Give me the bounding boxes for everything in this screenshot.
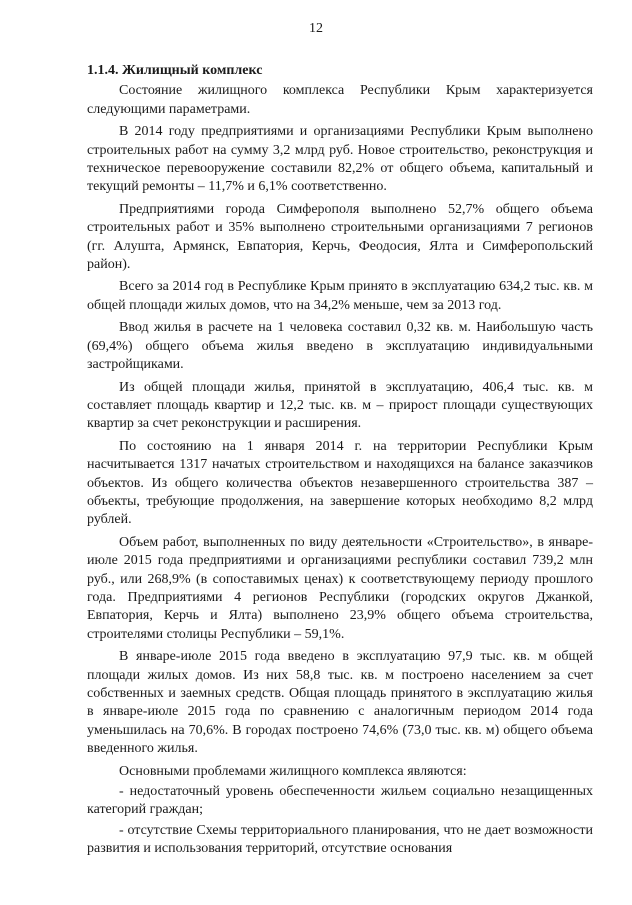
list-item: - отсутствие Схемы территориального планирования, что не дает возможности развития и использования территорий, отсутствие основания	[87, 822, 593, 857]
paragraph-simferopol: Предприятиями города Симферополя выполнено 52,7% общего объема строительных работ и 35% выполнено строительными организациями 7 регионов (гг. Алушта, Армянск, Евпатория, Керчь, Феодосия, Ялта и Симферопольский район).	[87, 201, 593, 273]
document-body	[87, 62, 593, 861]
section-heading: 1.1.4. Жилищный комплекс	[87, 63, 263, 78]
paragraph-2014-housing: Всего за 2014 год в Республике Крым принято в эксплуатацию 634,2 тыс. кв. м общей площади жилых домов, что на 34,2% меньше, чем за 2013 год.	[87, 279, 593, 313]
paragraph-construction-2015: Объем работ, выполненных по виду деятельности «Строительство», в январе-июле 2015 года предприятиями и организациями республики составил 739,2 млн руб., или 268,9% (в сопоставимых ценах) к соответствующему периоду прошлого года. Предприятиями 4 регионов Республики (городских округов Джанкой, Евпатория, Керчь и Ялта) выполнено 23,9% общего объема строительства, строителями столицы Республики – 59,1%.	[87, 534, 593, 642]
paragraph-problems-intro: Основными проблемами жилищного комплекса являются:	[119, 763, 467, 779]
paragraph-2014-works: В 2014 году предприятиями и организациями Республики Крым выполнено строительных работ на сумму 3,2 млрд руб. Новое строительство, реконструкция и техническое перевооружение составили 82,2% от общего объема, капитальный и текущий ремонты – 11,7% и 6,1% соответственно.	[87, 124, 593, 195]
paragraph-intro: Состояние жилищного комплекса Республики Крым характеризуется следующими параметрами.	[87, 83, 593, 117]
paragraph-unfinished-objects: По состоянию на 1 января 2014 г. на территории Республики Крым насчитывается 1317 начатых строительством и находящихся на балансе заказчиков объектов. Из общего количества объектов незавершенного строительства 387 – объекты, требующие продолжения, на завершение которых необходимо 8,2 млрд рублей.	[87, 438, 593, 528]
page-number: 12	[309, 21, 323, 36]
paragraph-housing-2015: В январе-июле 2015 года введено в эксплуатацию 97,9 тыс. кв. м общей площади жилых домов. Из них 58,8 тыс. кв. м построено населением за счет собственных и заемных средств. Общая площадь принятого в эксплуатацию жилья в январе-июле 2015 года по сравнению с аналогичным периодом 2014 года уменьшилась на 70,6%. В городах построено 74,6% (73,0 тыс. кв. м) общего объема введенного жилья.	[87, 649, 593, 757]
paragraph-apartments-area: Из общей площади жилья, принятой в эксплуатацию, 406,4 тыс. кв. м составляет площадь квартир и 12,2 тыс. кв. м – прирост площади существующих квартир за счет реконструкции и расширения.	[87, 379, 593, 432]
paragraph-per-capita: Ввод жилья в расчете на 1 человека составил 0,32 кв. м. Наибольшую часть (69,4%) общего объема жилья введено в эксплуатацию индивидуальными застройщиками.	[87, 320, 593, 373]
list-item: - недостаточный уровень обеспеченности жильем социально незащищенных категорий граждан;	[87, 784, 593, 818]
